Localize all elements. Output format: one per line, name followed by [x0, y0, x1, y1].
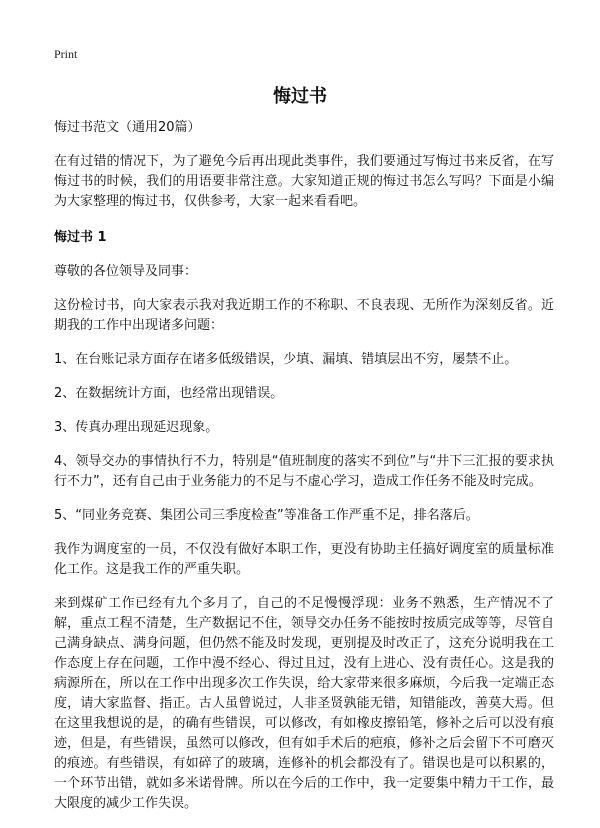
list-item-paragraph: 1、在台账记录方面存在诸多低级错误，少填、漏填、错填层出不穷，屡禁不止。 [54, 352, 518, 367]
list-item-paragraph: 5、“同业务竞赛、集团公司三季度检查”等准备工作严重不足，排名落后。 [54, 508, 479, 523]
body-paragraph: 我作为调度室的一员，不仅没有做好本职工作，更没有协助主任搞好调度室的质量标准化工作。这是我工作的严重失职。 [54, 542, 554, 577]
section-heading: 悔过书 1 [54, 230, 107, 245]
document-body [54, 118, 554, 828]
list-item-paragraph: 4、领导交办的事情执行不力，特别是“值班制度的落实不到位”与“井下三汇报的要求执行不力”，还有自己由于业务能力的不足与不虚心学习，造成工作任务不能及时完成。 [54, 454, 554, 489]
document-title: 悔过书 [273, 86, 327, 107]
body-paragraph: 这份检讨书，向大家表示我对我近期工作的不称职、不良表现、无所作为深刻反省。近期我的工作中出现诸多问题： [54, 298, 554, 333]
print-link[interactable]: Print [54, 47, 78, 61]
list-item-paragraph: 3、传真办理出现延迟现象。 [54, 420, 219, 435]
salutation-paragraph: 尊敬的各位领导及同事： [54, 264, 198, 279]
document-subtitle: 悔过书范文（通用20篇） [54, 120, 201, 135]
list-item-paragraph: 2、在数据统计方面，也经常出现错误。 [54, 386, 284, 401]
intro-paragraph: 在有过错的情况下，为了避免今后再出现此类事件，我们要通过写悔过书来反省，在写悔过书的时候，我们的用语要非常注意。大家知道正规的悔过书怎么写吗？下面是小编为大家整理的悔过书，仅供参考，大家一起来看看吧。 [54, 154, 554, 209]
body-paragraph: 来到煤矿工作已经有九个多月了，自己的不足慢慢浮现：业务不熟悉，生产情况不了解，重点工程不清楚，生产数据记不住，领导交办任务不能按时按质完成等等，尽管自己满身缺点、满身问题，但仍然不能及时发现，更别提及时改正了，这充分说明我在工作态度上存在问题，工作中漫不经心、得过且过，没有上进心、没有责任心。这是我的病源所在，所以在工作中出现多次工作失误，给大家带来很多麻烦，今后我一定端正态度，请大家监督、指正。古人虽曾说过，人非圣贤孰能无错，知错能改，善莫大焉。但在这里我想说的是，的确有些错误，可以修改，有如橡皮擦铅笔，修补之后可以没有痕迹，但是，有些错误，虽然可以修改，但有如手术后的疤痕，修补之后会留下不可磨灭的痕迹。有些错误，有如碎了的玻璃，连修补的机会都没有了。错误也是可以积累的，一个环节出错，就如多米诺骨牌。所以在今后的工作中，我一定要集中精力干工作，最大限度的减少工作失误。 [54, 596, 554, 811]
